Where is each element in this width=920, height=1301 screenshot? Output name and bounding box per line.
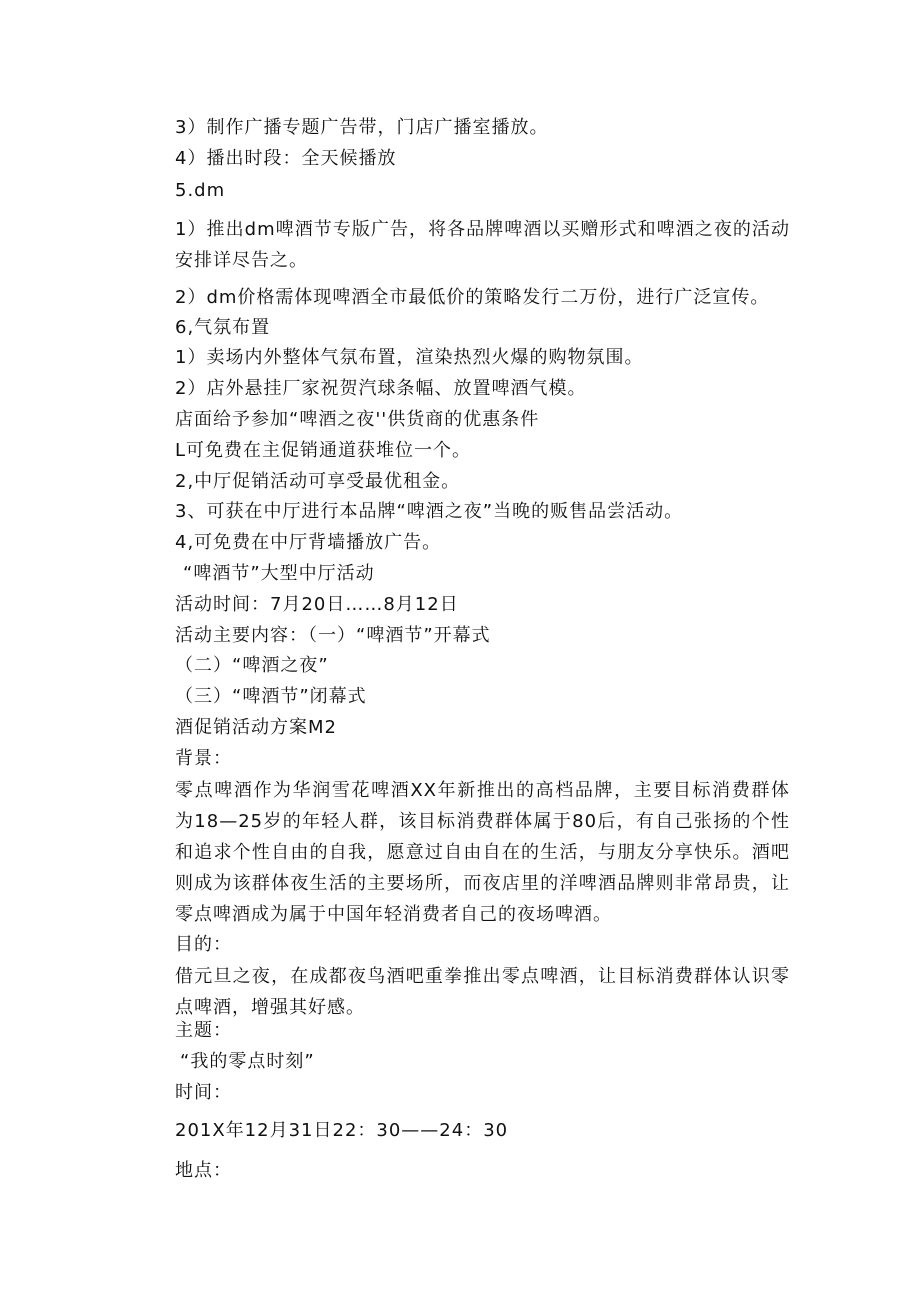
text-line: 4,可免费在中厅背墙播放广告。: [175, 532, 442, 553]
label: 主题：: [175, 1020, 232, 1041]
text-line: 活动主要内容：（一）“啤酒节”开幕式: [175, 625, 491, 646]
text-line: 201X年12月31日22：30——24：30: [175, 1120, 509, 1141]
text-line: （二）“啤酒之夜”: [175, 655, 329, 676]
text-line: 1）卖场内外整体气氛布置，渲染热烈火爆的购物氛围。: [175, 347, 644, 368]
section-heading: 酒促销活动方案M2: [175, 717, 337, 738]
section-heading: 6,气氛布置: [175, 317, 271, 338]
text-line: 3、可获在中厅进行本品牌“啤酒之夜”当晚的贩售品尝活动。: [175, 501, 684, 522]
label: 背景：: [175, 748, 232, 769]
text-line: （三）“啤酒节”闭幕式: [175, 686, 367, 707]
label: 时间：: [175, 1082, 232, 1103]
paragraph: 借元旦之夜，在成都夜鸟酒吧重拳推出零点啤酒，让目标消费群体认识零点啤酒，增强其好感。: [175, 966, 790, 1018]
label: 目的：: [175, 934, 232, 955]
text-line: L可免费在主促销通道获堆位一个。: [175, 440, 472, 461]
section-heading: 5.dm: [175, 180, 226, 201]
text-line: 4）播出时段：全天候播放: [175, 148, 397, 169]
section-heading: “啤酒节”大型中厅活动: [183, 563, 375, 584]
text-line: 2）店外悬挂厂家祝贺汽球条幅、放置啤酒气模。: [175, 378, 587, 399]
text-line: 2,中厅促销活动可享受最优租金。: [175, 471, 461, 492]
text-line: 3）制作广播专题广告带，门店广播室播放。: [175, 117, 549, 138]
paragraph: 1）推出dm啤酒节专版广告，将各品牌啤酒以买赠形式和啤酒之夜的活动安排详尽告之。: [175, 219, 790, 271]
label: 地点：: [175, 1160, 232, 1181]
text-line: 活动时间：7月20日……8月12日: [175, 594, 459, 615]
paragraph: 零点啤酒作为华润雪花啤酒XX年新推出的高档品牌，主要目标消费群体为18—25岁的年轻人群，该目标消费群体属于80后，有自己张扬的个性和追求个性自由的自我，愿意过自由自在的生活，与朋友分享快乐。酒吧则成为该群体夜生活的主要场所，而夜店里的洋啤酒品牌则非常昂贵，让零点啤酒成为属于中国年轻消费者自己的夜场啤酒。: [175, 780, 790, 925]
text-line: 2）dm价格需体现啤酒全市最低价的策略发行二万份，进行广泛宣传。: [175, 287, 770, 308]
text-line: “我的零点时刻”: [180, 1051, 315, 1072]
text-line: 店面给予参加“啤酒之夜''供货商的优惠条件: [175, 409, 540, 430]
